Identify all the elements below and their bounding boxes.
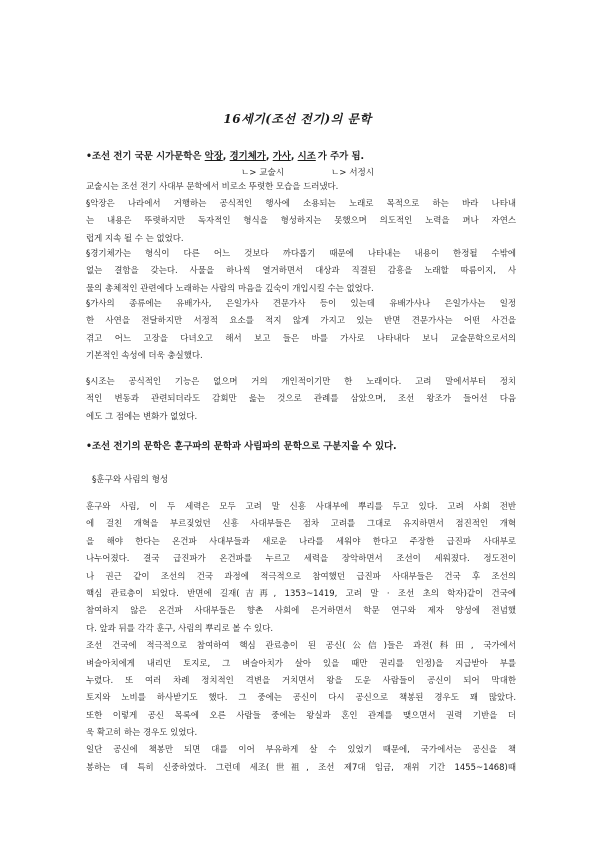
text-line: 럽게 지속 될 수 는 없었다. (86, 232, 184, 243)
text-line: 에도 그 점에는 변화가 없었다. (86, 410, 198, 421)
heading-prefix: •조선 전기 국문 시가문학은 (86, 151, 205, 162)
text-line: 는 내용은 뚜렷하지만 독자적인 형식을 형성하지는 못했으며 의도적인 노력을 펴나 자연스 (86, 215, 516, 226)
paragraph-hungu-sarim (86, 498, 516, 776)
paragraph-sijo (86, 373, 516, 425)
heading-separator: , (222, 151, 230, 162)
text-line: 일단 공신에 책봉만 되면 대를 이어 부유하게 살 수 있었기 때문에, 국가에서는 공신을 책 (86, 744, 516, 755)
text-line: 한 사연을 전달하지만 서정적 요소를 적지 않게 가지고 있는 반면 견문가사는 어떤 사건을 (86, 315, 516, 326)
paragraph-gyeonggiche (86, 245, 516, 297)
heading-item-akjang: 악장 (204, 151, 223, 162)
text-line: 훈구와 사림, 이 두 세력은 모두 고려 말 신흥 사대부에 뿌리를 두고 있다. 고려 사회 전반 (86, 501, 516, 511)
text-line: 누렸다. 또 여러 차례 정치적인 격변을 거치면서 왕을 도운 사람들이 공신이 되어 막대한 (86, 674, 516, 685)
text-line: 욱 확고히 하는 경우도 있었다. (86, 727, 198, 738)
text-line: 봉하는 데 특히 신중하였다. 그런데 세조(世祖, 조선 제7대 임금, 재위 기간 1455~1468)때 (86, 761, 516, 772)
heading-separator: , (290, 151, 298, 162)
text-line: §가사의 종류에는 유배가사, 은일가사 견문가사 등이 있는데 유배가사나 은일가사는 일정 (86, 298, 516, 308)
text-line: 핵심 관료층이 되었다. 반면에 길재(吉再, 1353~1419, 고려 말 · 조선 초의 학자)같이 건국에 (86, 587, 516, 598)
heading-suffix: 가 주가 됨. (317, 151, 365, 162)
heading-item-gasa: 가사 (272, 151, 291, 162)
text-line: 참여하지 않은 온건파 사대부들은 향촌 사회에 은거하면서 학문 연구와 제자 양성에 전념했 (86, 605, 516, 616)
heading-separator: , (265, 151, 273, 162)
text-line: 나누어졌다. 결국 급진파가 온건파를 누르고 세력을 장악하면서 조선이 세워졌다. 정도전이 (86, 553, 516, 564)
text-line: 을 해야 한다는 온건파 사대부들과 새로운 나라를 세워야 한다고 주장한 급진파 사대부로 (86, 535, 516, 546)
text-line: 다. 앞과 뒤를 각각 훈구, 사림의 뿌리로 볼 수 있다. (86, 622, 274, 633)
text-line: 나 권근 같이 조선의 건국 과정에 적극적으로 참여했던 급진파 사대부들은 건국 후 조선의 (86, 570, 516, 581)
heading-literature-schools: •조선 전기의 문학은 훈구파의 문학과 사림파의 문학으로 구분지을 수 있다. (86, 441, 397, 452)
text-line: §악장은 나라에서 거행하는 공식적인 행사에 소용되는 노래로 목적으로 하는 바라 나타내 (86, 198, 516, 208)
text-line: 교술시는 조선 전기 사대부 문학에서 비로소 뚜렷한 모습을 드러냈다. (86, 181, 339, 191)
document-title: 16세기(조선 전기)의 문학 (223, 112, 372, 126)
text-line: 없는 결함을 갖는다. 사물을 하나씩 열거하면서 대상과 직결된 감흥을 노래할 따름이지, 사 (86, 265, 516, 276)
text-line: 적인 변동과 관련되더라도 감회만 읊는 것으로 관례를 삼았으며, 조선 왕조가 들어선 다음 (86, 393, 516, 404)
heading-item-sijo: 시조 (297, 151, 316, 162)
paragraph-gasa (86, 295, 516, 365)
text-line: 에 걸친 개혁을 부르짖었던 신흥 사대부들은 점차 고려를 그대로 유지하면서 점진적인 개혁 (86, 518, 516, 529)
text-line: §시조는 공식적인 기능은 없으며 거의 개인적이기만 한 노래이다. 고려 말에서부터 정치 (86, 376, 516, 386)
heading-korean-poetry (86, 148, 364, 162)
text-line: 또한 이렇게 공신 목록에 오른 사람들 중에는 왕실과 혼인 관계를 맺으면서 권력 기반을 더 (86, 709, 516, 720)
text-line: 겪고 어느 고장을 다녀오고 해서 보고 들은 바를 가사로 나타내다 보니 교술문학으로서의 (86, 332, 516, 343)
heading-item-gyeonggiche: 경기체가 (229, 151, 266, 162)
text-line: 토지와 노비를 하사받기도 했다. 그 중에는 공신이 다시 공신으로 책봉된 경우도 꽤 많았다. (86, 692, 516, 703)
text-line: 기본적인 속성에 더욱 충실했다. (86, 350, 203, 361)
text-line: 물의 총체적인 관련에다 노래하는 사람의 마음을 깊숙이 개입시킬 수는 없었다. (86, 282, 374, 293)
text-line: 벼슬아치에게 내리던 토지로, 그 벼슬아치가 살아 있을 때만 권리를 인정)을 지급받아 부를 (86, 657, 516, 668)
arrow-note-seojeongsi: ㄴ> 서정시 (331, 168, 375, 178)
arrow-note-gyosulsi: ㄴ> 교술시 (241, 168, 285, 178)
paragraph-akjang (86, 195, 516, 247)
paragraph-gyosulsi (86, 178, 516, 195)
section-title-hungu-sarim: §훈구와 사림의 형성 (92, 475, 169, 485)
text-line: 조선 건국에 적극적으로 참여하여 핵심 관료층이 된 공신(公信)들은 과전(科田, 국가에서 (86, 640, 516, 651)
text-line: §경기체가는 형식이 다른 어느 것보다 까다롭기 때문에 나타내는 내용이 한정될 수밖에 (86, 248, 516, 258)
